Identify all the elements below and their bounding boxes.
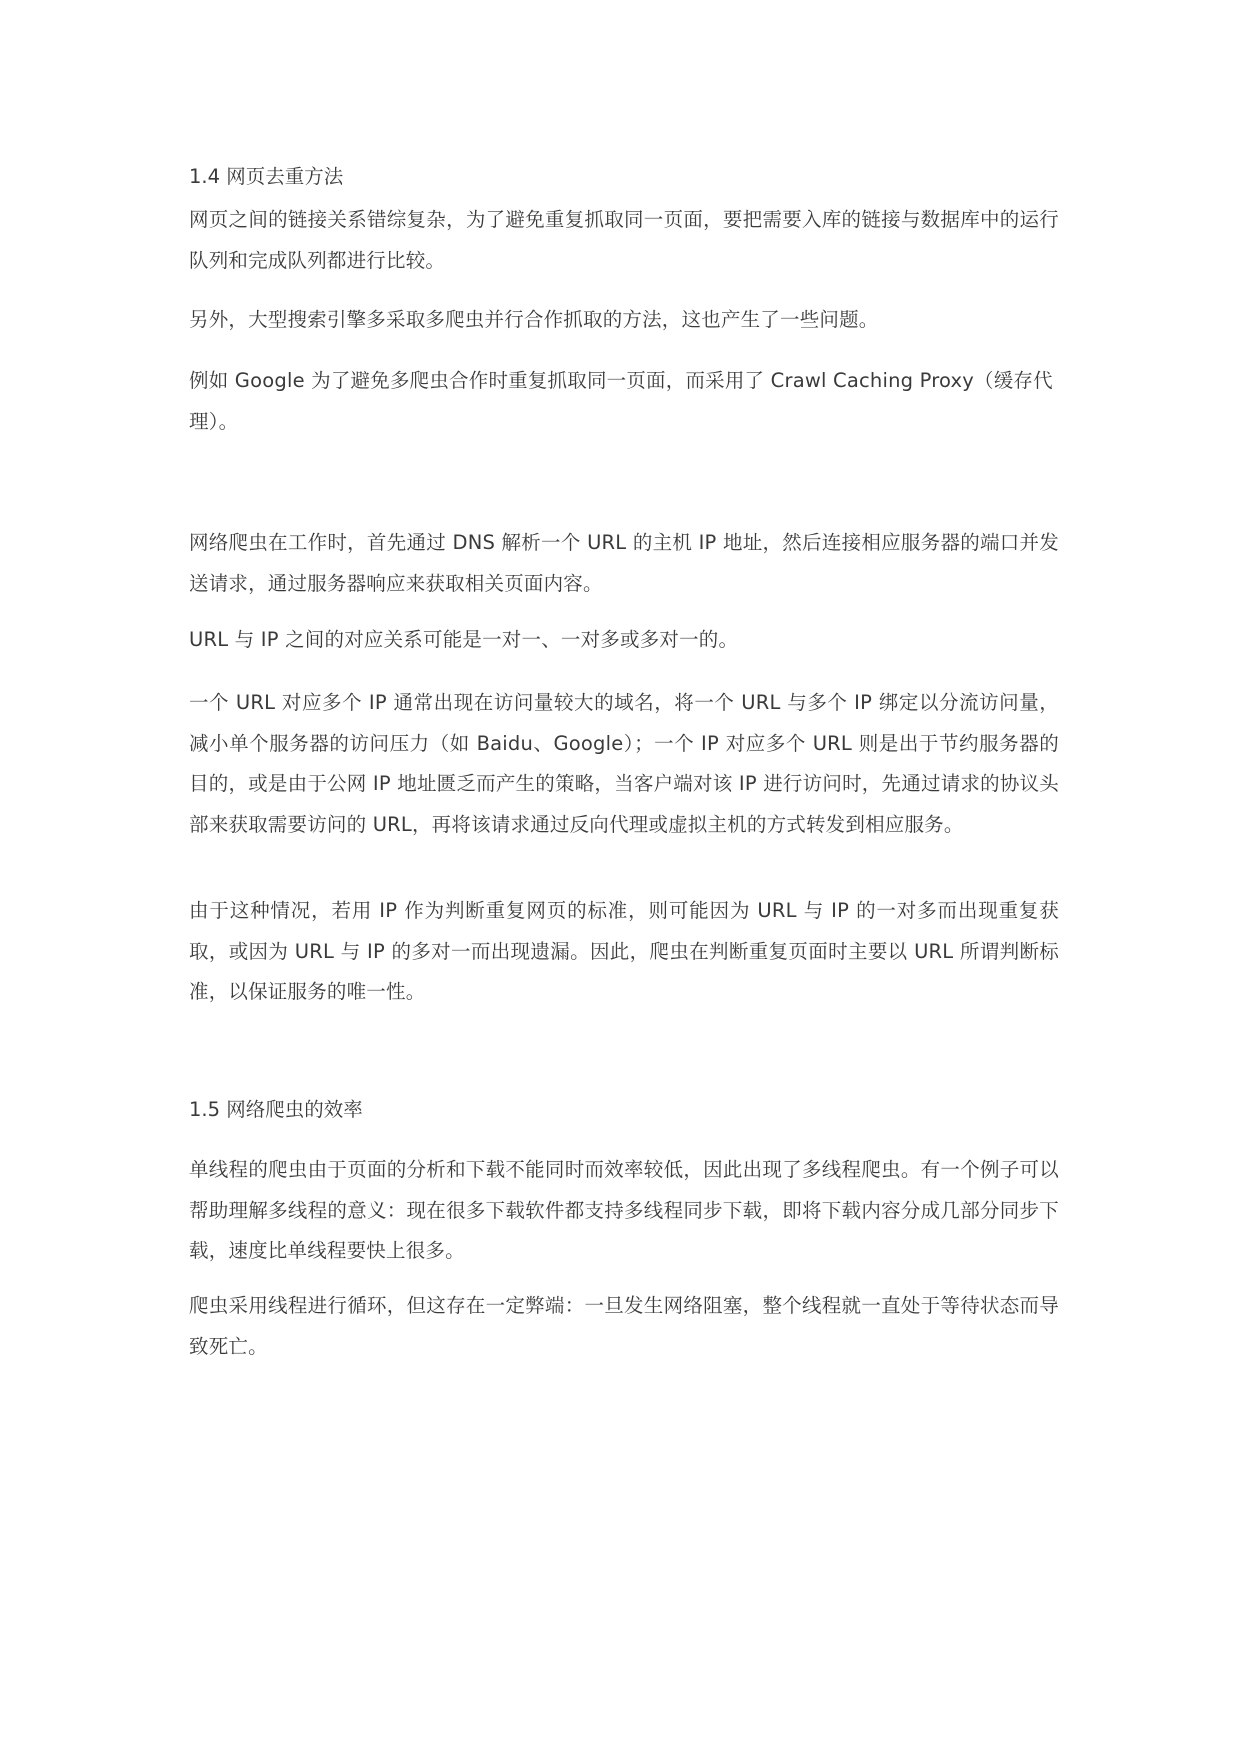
paragraph: 爬虫采用线程进行循环，但这存在一定弊端：一旦发生网络阻塞，整个线程就一直处于等待状态而导致死亡。 xyxy=(189,1294,1059,1358)
paragraph: 网页之间的链接关系错综复杂，为了避免重复抓取同一页面，要把需要入库的链接与数据库中的运行队列和完成队列都进行比较。 xyxy=(189,208,1059,272)
section-heading-1-5: 1.5 网络爬虫的效率 xyxy=(189,1098,363,1121)
paragraph: 一个 URL 对应多个 IP 通常出现在访问量较大的域名，将一个 URL 与多个 IP 绑定以分流访问量，减小单个服务器的访问压力（如 Baidu、Google）；一个 IP 对应多个 URL 则是出于节约服务器的目的，或是由于公网 IP 地址匮乏而产生的策略，当客户端对该 IP 进行访问时，先通过请求的协议头部来获取需要访问的 URL，再将该请求通过反向代理或虚拟主机的方式转发到相应服务。 xyxy=(189,691,1059,836)
paragraph: 网络爬虫在工作时，首先通过 DNS 解析一个 URL 的主机 IP 地址，然后连接相应服务器的端口并发送请求，通过服务器响应来获取相关页面内容。 xyxy=(189,531,1059,595)
section-heading-1-4: 1.4 网页去重方法 xyxy=(189,165,344,188)
paragraph: 由于这种情况，若用 IP 作为判断重复网页的标准，则可能因为 URL 与 IP 的一对多而出现重复获取，或因为 URL 与 IP 的多对一而出现遗漏。因此，爬虫在判断重复页面时主要以 URL 所谓判断标准，以保证服务的唯一性。 xyxy=(189,899,1059,1003)
paragraph: 另外，大型搜索引擎多采取多爬虫并行合作抓取的方法，这也产生了一些问题。 xyxy=(189,308,879,331)
paragraph: 例如 Google 为了避免多爬虫合作时重复抓取同一页面，而采用了 Crawl Caching Proxy（缓存代理）。 xyxy=(189,369,1053,433)
paragraph: URL 与 IP 之间的对应关系可能是一对一、一对多或多对一的。 xyxy=(189,628,739,651)
paragraph: 单线程的爬虫由于页面的分析和下载不能同时而效率较低，因此出现了多线程爬虫。有一个例子可以帮助理解多线程的意义：现在很多下载软件都支持多线程同步下载，即将下载内容分成几部分同步下载，速度比单线程要快上很多。 xyxy=(189,1158,1059,1262)
